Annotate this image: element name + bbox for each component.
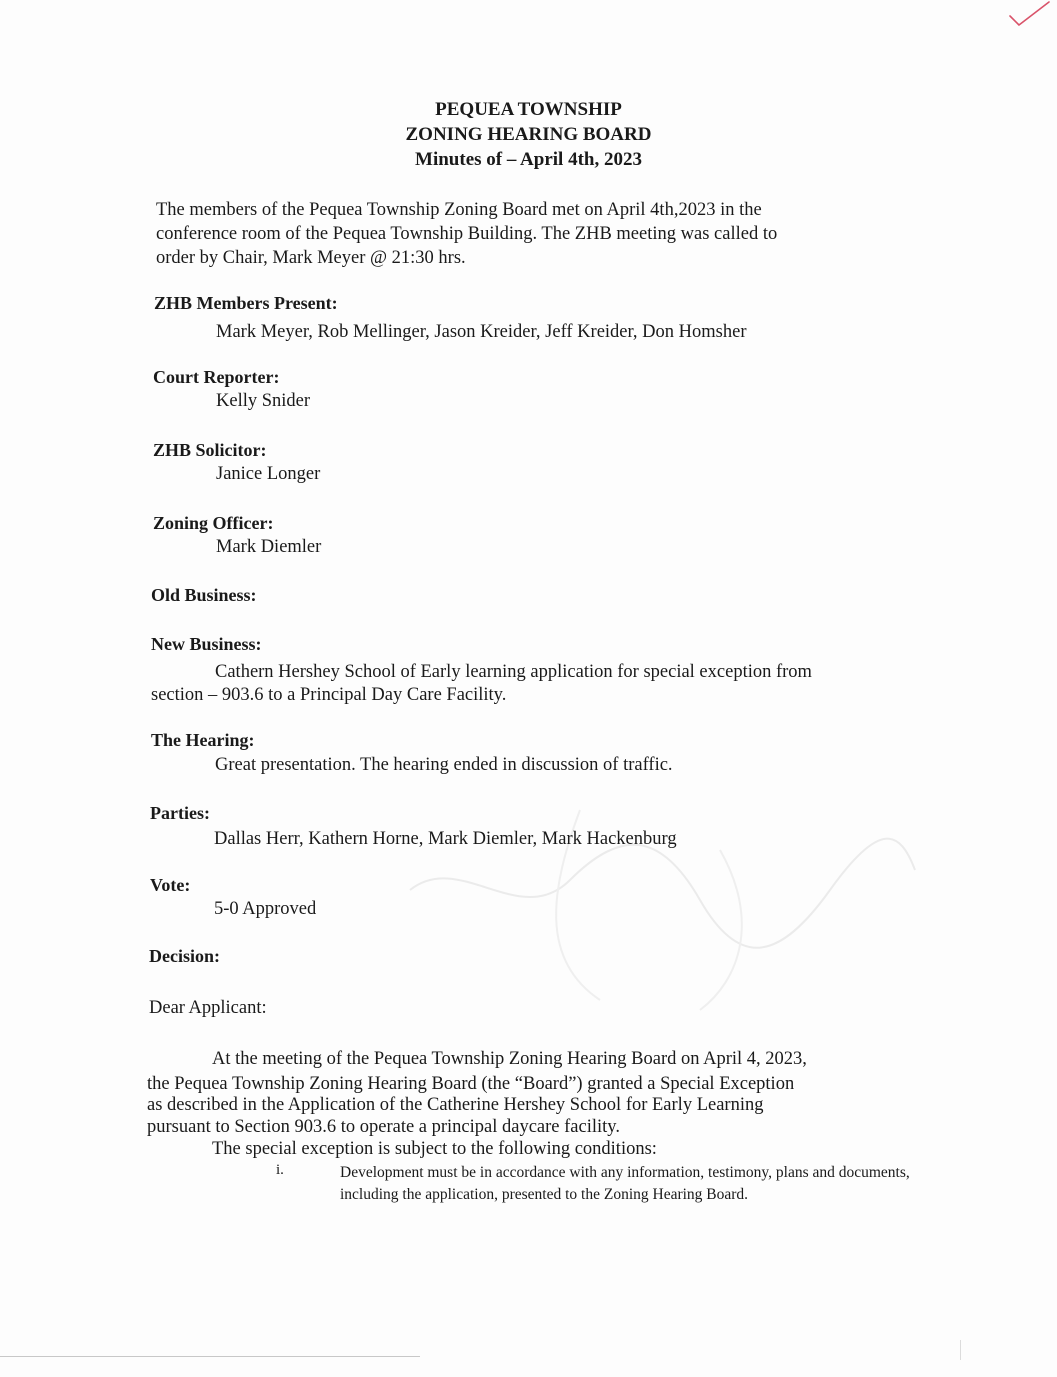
vote-value: 5-0 Approved <box>214 899 317 919</box>
new-business-line-1: Cathern Hershey School of Early learning application for special exception from <box>215 662 812 682</box>
scan-edge-line <box>0 1356 420 1357</box>
letter-line-1: At the meeting of the Pequea Township Zoning Hearing Board on April 4, 2023, <box>212 1049 807 1069</box>
parties-value: Dallas Herr, Kathern Horne, Mark Diemler, Mark Hackenburg <box>214 829 677 849</box>
document-header <box>0 97 1057 172</box>
members-value: Mark Meyer, Rob Mellinger, Jason Kreider, Jeff Kreider, Don Homsher <box>216 322 747 342</box>
old-business-heading: Old Business: <box>151 585 257 605</box>
letter-line-5: The special exception is subject to the following conditions: <box>212 1139 657 1159</box>
solicitor-value: Janice Longer <box>216 464 321 484</box>
vote-heading: Vote: <box>150 875 191 895</box>
new-business-heading: New Business: <box>151 634 262 654</box>
parties-heading: Parties: <box>150 803 210 823</box>
court-reporter-heading: Court Reporter: <box>153 367 280 387</box>
letter-line-3: as described in the Application of the Catherine Hershey School for Early Learning <box>147 1095 764 1115</box>
hearing-heading: The Hearing: <box>151 730 255 750</box>
decision-heading: Decision: <box>149 946 220 966</box>
board-title: ZONING HEARING BOARD <box>405 124 652 145</box>
condition-number: i. <box>276 1162 284 1178</box>
hearing-value: Great presentation. The hearing ended in discussion of traffic. <box>215 755 673 775</box>
letter-line-2: the Pequea Township Zoning Hearing Board (the “Board”) granted a Special Exception <box>147 1074 795 1094</box>
members-heading: ZHB Members Present: <box>154 293 338 313</box>
minutes-date: Minutes of – April 4th, 2023 <box>415 149 642 170</box>
signature-bleed-through <box>400 770 920 1020</box>
intro-line-3: order by Chair, Mark Meyer @ 21:30 hrs. <box>156 248 466 268</box>
new-business-line-2: section – 903.6 to a Principal Day Care Facility. <box>151 685 507 705</box>
zoning-officer-heading: Zoning Officer: <box>153 513 274 533</box>
court-reporter-value: Kelly Snider <box>216 391 311 411</box>
letter-line-4: pursuant to Section 903.6 to operate a principal daycare facility. <box>147 1117 620 1137</box>
township-title: PEQUEA TOWNSHIP <box>435 99 622 120</box>
solicitor-heading: ZHB Solicitor: <box>153 440 267 460</box>
letter-salutation: Dear Applicant: <box>149 998 267 1018</box>
zoning-officer-value: Mark Diemler <box>216 537 322 557</box>
check-mark-icon <box>1007 0 1051 28</box>
condition-text: Development must be in accordance with any information, testimony, plans and documents, including the application, presented to the Zoning Hearing Board. <box>340 1164 910 1203</box>
intro-line-2: conference room of the Pequea Township Building. The ZHB meeting was called to <box>156 224 778 244</box>
scan-edge-mark <box>960 1340 961 1360</box>
intro-line-1: The members of the Pequea Township Zoning Board met on April 4th,2023 in the <box>156 200 762 220</box>
